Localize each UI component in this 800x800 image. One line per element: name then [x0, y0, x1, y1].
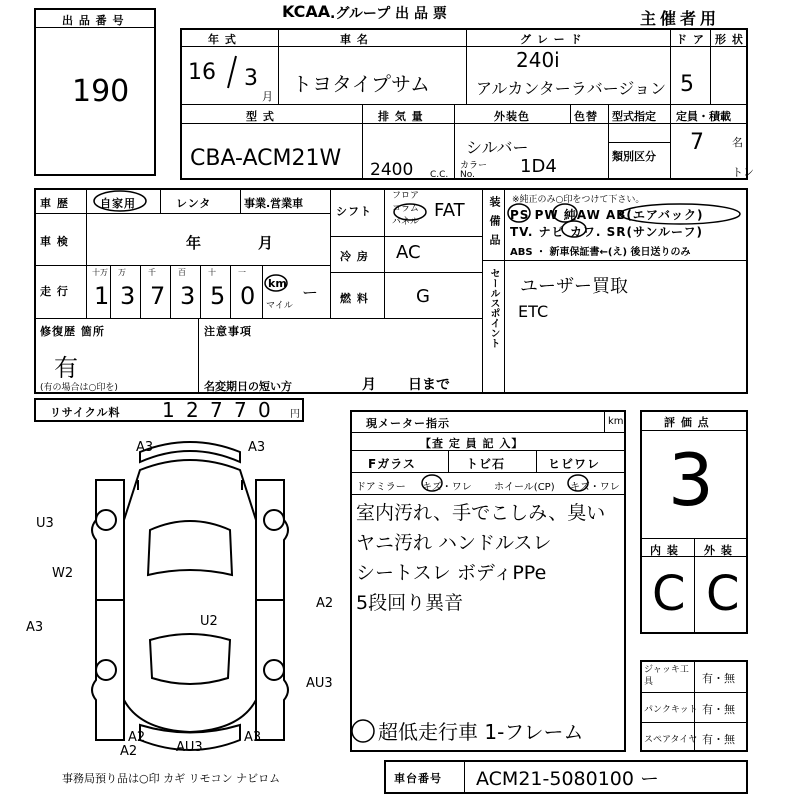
- lot-number: 190: [72, 74, 130, 109]
- rating-label: 評 価 点: [664, 416, 710, 429]
- month-unit: 月: [262, 90, 273, 103]
- mileage-digit-label: 十万: [92, 268, 108, 277]
- door-mirror-label: ドアミラー: [356, 482, 406, 493]
- year-value: 16: [188, 60, 216, 85]
- repair-value: 有: [54, 354, 78, 382]
- capacity-unit: 名: [732, 136, 743, 149]
- history-label: 車 歴: [40, 197, 69, 210]
- mileage-digit-label: 百: [178, 268, 186, 277]
- month-value: 3: [244, 66, 258, 91]
- damage-mark: AU3: [176, 740, 203, 755]
- damage-mark: AU3: [306, 676, 333, 691]
- mirror-damage-label: キズ・ワレ: [422, 482, 472, 493]
- displacement-value: 2400: [370, 160, 414, 180]
- deadline-month: 月: [362, 377, 376, 393]
- inspection-label: 車 検: [40, 235, 69, 248]
- business-use: 事業.営業車: [244, 197, 304, 210]
- damage-mark: A3: [26, 620, 44, 635]
- shape-label: 形 状: [715, 33, 744, 46]
- recycle-fee-digit: 7: [210, 398, 223, 422]
- meter-label: 現メーター指示: [366, 417, 450, 430]
- private-use: 自家用: [100, 197, 136, 210]
- puncture-kit-label: パンクキット: [644, 705, 698, 715]
- grade-line2: アルカンターラバージョン: [476, 79, 667, 98]
- organizer-label: 主催者用: [640, 9, 721, 28]
- spare-option: 有・無: [702, 733, 735, 746]
- type-label: 型 式: [246, 110, 275, 123]
- equipment-label: 装 備 品: [488, 196, 501, 247]
- jack-tool-label: ジャッキ工具: [644, 665, 689, 687]
- inspector-note-line: ヤニ汚れ ハンドルスレ: [356, 532, 552, 554]
- type-value: CBA-ACM21W: [190, 146, 342, 171]
- office-note: 事務局預り品は○印 カギ リモコン ナビロム: [62, 772, 281, 785]
- recycle-fee-digit: 2: [186, 398, 199, 422]
- displacement-label: 排 気 量: [378, 110, 424, 123]
- fuel-value: G: [416, 286, 430, 307]
- sales-points-label: セールスポイント: [488, 268, 499, 348]
- sales-point-1: ユーザー買取: [520, 276, 628, 297]
- mileage-digit: 3: [180, 282, 196, 310]
- recolor-label: 色替: [574, 110, 598, 123]
- rental-use: レンタ: [176, 197, 212, 210]
- fuel-label: 燃 料: [340, 292, 369, 305]
- ac-value: AC: [396, 242, 421, 263]
- shift-options: フロア コラム パネル: [392, 191, 420, 227]
- equipment-line3: ABS ・ 新車保証書←(え) 後日送りのみ: [510, 247, 691, 258]
- repair-note: (有の場合は○印を): [40, 383, 118, 393]
- sheet-title: .グループ 出 品 票: [330, 6, 447, 22]
- inspector-section-label: 【査 定 員 記 入】: [420, 437, 524, 450]
- mileage-digit: 1: [94, 282, 110, 310]
- chassis-label: 車台番号: [394, 772, 442, 785]
- category-label: 類別区分: [612, 150, 656, 163]
- damage-mark: U3: [36, 516, 54, 531]
- inspection-year: 年: [186, 234, 202, 252]
- notes-label: 注意事項: [204, 325, 252, 338]
- inspection-month: 月: [258, 234, 274, 252]
- mileage-digit: 5: [210, 282, 226, 310]
- wheel-damage-label: キズ・ワレ: [570, 482, 620, 493]
- recycle-fee-digit: 7: [234, 398, 247, 422]
- rating-score: 3: [668, 438, 714, 522]
- mileage-mark: ー: [302, 283, 319, 302]
- lot-number-label: 出 品 番 号: [62, 14, 125, 27]
- puncture-option: 有・無: [702, 703, 735, 716]
- mileage-label: 走 行: [40, 285, 69, 298]
- color-no-label: カラー No.: [460, 161, 488, 180]
- recycle-fee-digit: 0: [258, 398, 271, 422]
- jack-option: 有・無: [702, 672, 735, 685]
- damage-mark: A2: [128, 730, 146, 745]
- wheel-label: ホイール(CP): [494, 482, 555, 493]
- shift-label: シフト: [336, 205, 372, 218]
- meter-km-unit: km: [608, 416, 624, 427]
- damage-mark: A2: [120, 744, 138, 759]
- capacity-value: 7: [690, 130, 704, 155]
- grade-label: グ レ ー ド: [520, 33, 583, 46]
- door-label: ド ア: [676, 33, 705, 46]
- interior-grade: C: [652, 566, 686, 622]
- grade-line1: 240i: [516, 48, 560, 72]
- chassis-number: ACM21-5080100 ー: [476, 768, 660, 790]
- capacity-label: 定員・積載: [676, 110, 731, 123]
- model-name: トヨタイプサム: [292, 72, 430, 96]
- front-glass-label: Fガラス: [368, 457, 416, 471]
- sales-point-2: ETC: [518, 302, 549, 321]
- mileage-digit: 0: [240, 282, 256, 310]
- shift-value: FAT: [434, 200, 465, 221]
- mileage-digit: 3: [120, 282, 136, 310]
- exterior-grade: C: [706, 566, 740, 622]
- model-name-label: 車 名: [340, 33, 369, 46]
- color-value: シルバー: [466, 138, 529, 157]
- spare-tire-label: スペアタイヤ: [644, 735, 698, 745]
- color-label: 外装色: [494, 110, 530, 123]
- ac-label: 冷 房: [340, 250, 369, 263]
- deadline-label: 名変期日の短い方: [204, 380, 292, 393]
- equipment-note: ※純正のみ○印をつけて下さい。: [512, 195, 645, 205]
- equipment-line1: PS PW 純AW AB(エアバック): [510, 208, 704, 222]
- repair-label: 修復歴 箇所: [40, 325, 105, 338]
- inspector-footer-note: 超低走行車 1-フレーム: [378, 720, 584, 744]
- stone-chip-label: トビ石: [466, 457, 506, 471]
- damage-mark: A3: [248, 440, 266, 455]
- exterior-label: 外 装: [704, 544, 733, 557]
- mile-label: マイル: [266, 301, 293, 311]
- inspector-note-line: シートスレ ボディPPe: [356, 562, 547, 584]
- mileage-digit-label: 十: [208, 268, 216, 277]
- inspector-note-line: 室内汚れ、手でこしみ、臭い: [356, 502, 606, 524]
- recycle-unit: 円: [290, 409, 300, 420]
- cc-unit: C.C.: [430, 170, 449, 180]
- inspector-note-line: 5段回り異音: [356, 592, 464, 614]
- interior-label: 内 装: [650, 544, 679, 557]
- mileage-digit-label: 一: [238, 268, 246, 277]
- mileage-digit-label: 千: [148, 268, 156, 277]
- type-designation-label: 型式指定: [612, 110, 656, 123]
- door-count: 5: [680, 72, 694, 97]
- crack-label: ヒビワレ: [548, 457, 601, 471]
- color-no-value: 1D4: [520, 156, 557, 177]
- year-label: 年 式: [208, 33, 237, 46]
- damage-mark: A2: [316, 596, 334, 611]
- damage-mark: A3: [136, 440, 154, 455]
- equipment-line2: TV. ナビ カワ. SR(サンルーフ): [510, 225, 703, 239]
- auction-logo: KCAA: [282, 2, 331, 21]
- damage-mark: A3: [244, 730, 262, 745]
- recycle-fee-digit: 1: [162, 398, 175, 422]
- deadline-day: 日まで: [408, 377, 450, 393]
- damage-mark: W2: [52, 566, 74, 581]
- damage-mark: U2: [200, 614, 218, 629]
- mileage-digit-label: 万: [118, 268, 126, 277]
- mileage-digit: 7: [150, 282, 166, 310]
- load-unit: トン: [732, 166, 754, 179]
- km-label: km: [268, 277, 287, 290]
- recycle-fee-label: リサイクル料: [50, 406, 121, 419]
